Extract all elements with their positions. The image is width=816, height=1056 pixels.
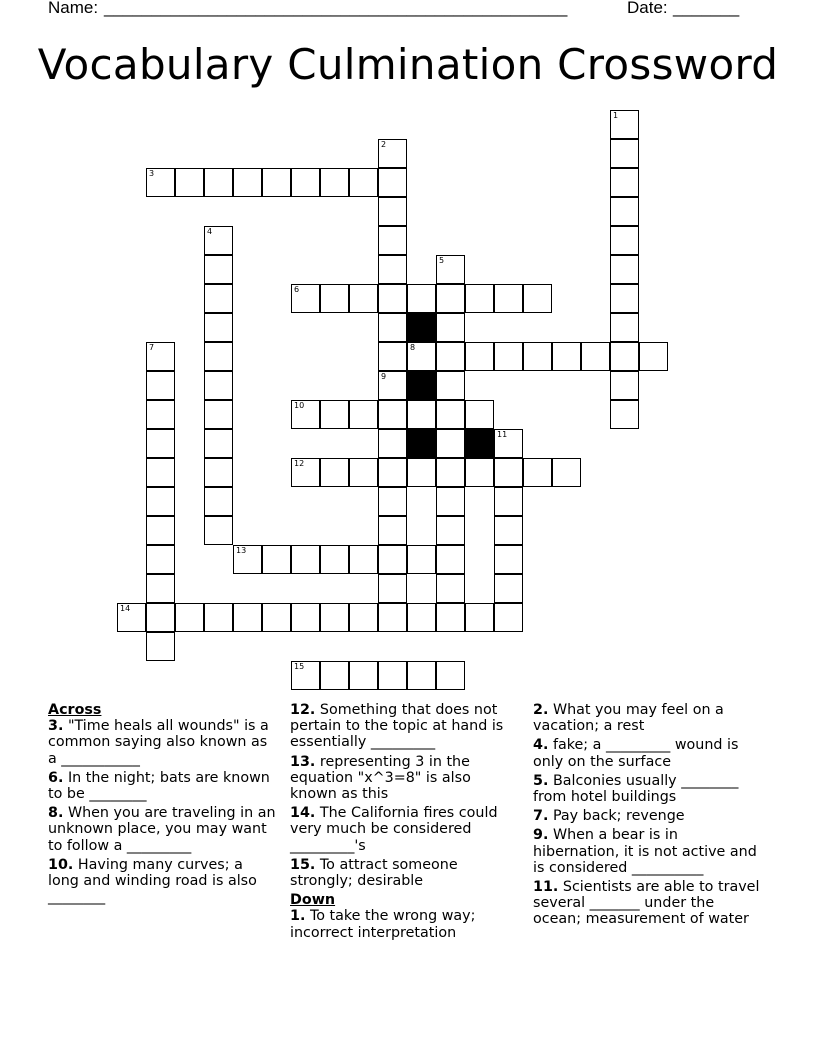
answer-cell[interactable] bbox=[494, 545, 523, 574]
answer-cell[interactable] bbox=[494, 429, 523, 458]
answer-cell[interactable] bbox=[146, 574, 175, 603]
clue-down-9: 9. When a bear is in hibernation, it is not active and is considered __________ bbox=[533, 827, 757, 876]
answer-cell[interactable] bbox=[436, 603, 465, 632]
answer-cell[interactable] bbox=[407, 400, 436, 429]
answer-cell[interactable] bbox=[175, 603, 204, 632]
answer-cell[interactable] bbox=[146, 487, 175, 516]
answer-cell[interactable] bbox=[146, 516, 175, 545]
answer-cell[interactable] bbox=[146, 632, 175, 661]
answer-cell[interactable] bbox=[117, 603, 146, 632]
answer-cell[interactable] bbox=[378, 429, 407, 458]
cell-number: 5 bbox=[439, 256, 445, 265]
answer-cell[interactable] bbox=[204, 487, 233, 516]
answer-cell[interactable] bbox=[465, 603, 494, 632]
answer-cell[interactable] bbox=[436, 255, 465, 284]
answer-cell[interactable] bbox=[204, 342, 233, 371]
answer-cell[interactable] bbox=[378, 661, 407, 690]
clue-column-3 bbox=[533, 702, 765, 931]
answer-cell[interactable] bbox=[349, 458, 378, 487]
answer-cell[interactable] bbox=[552, 342, 581, 371]
date-label: Date: bbox=[627, 0, 668, 17]
answer-cell[interactable] bbox=[494, 284, 523, 313]
answer-cell[interactable] bbox=[378, 603, 407, 632]
answer-cell[interactable] bbox=[436, 429, 465, 458]
answer-cell[interactable] bbox=[378, 574, 407, 603]
cell-number: 9 bbox=[381, 372, 387, 381]
answer-cell[interactable] bbox=[378, 197, 407, 226]
answer-cell[interactable] bbox=[639, 342, 668, 371]
cell-number: 12 bbox=[294, 459, 305, 468]
answer-cell[interactable] bbox=[610, 197, 639, 226]
page-title: Vocabulary Culmination Crossword bbox=[37, 40, 779, 89]
answer-cell[interactable] bbox=[233, 545, 262, 574]
answer-cell[interactable] bbox=[146, 458, 175, 487]
answer-cell[interactable] bbox=[436, 516, 465, 545]
answer-cell[interactable] bbox=[610, 139, 639, 168]
cell-number: 8 bbox=[410, 343, 416, 352]
answer-cell[interactable] bbox=[320, 545, 349, 574]
answer-cell[interactable] bbox=[465, 284, 494, 313]
answer-cell[interactable] bbox=[552, 458, 581, 487]
answer-cell[interactable] bbox=[465, 458, 494, 487]
answer-cell[interactable] bbox=[349, 545, 378, 574]
clue-down-5: 5. Balconies usually ________ from hotel buildings bbox=[533, 772, 739, 806]
answer-cell[interactable] bbox=[407, 458, 436, 487]
answer-cell[interactable] bbox=[465, 400, 494, 429]
answer-cell[interactable] bbox=[204, 226, 233, 255]
answer-cell[interactable] bbox=[436, 284, 465, 313]
answer-cell[interactable] bbox=[436, 313, 465, 342]
answer-cell[interactable] bbox=[407, 661, 436, 690]
answer-cell[interactable] bbox=[378, 313, 407, 342]
answer-cell[interactable] bbox=[175, 168, 204, 197]
answer-cell[interactable] bbox=[378, 342, 407, 371]
answer-cell[interactable] bbox=[204, 429, 233, 458]
cell-number: 2 bbox=[381, 140, 387, 149]
clue-across-3: 3. "Time heals all wounds" is a common saying also known as a ___________ bbox=[48, 718, 269, 767]
answer-cell[interactable] bbox=[436, 661, 465, 690]
name-field-blank[interactable]: _________________________________________________ bbox=[104, 0, 568, 17]
answer-cell[interactable] bbox=[291, 168, 320, 197]
date-field-blank[interactable]: _______ bbox=[673, 0, 740, 17]
answer-cell[interactable] bbox=[320, 603, 349, 632]
answer-cell[interactable] bbox=[378, 255, 407, 284]
answer-cell[interactable] bbox=[320, 661, 349, 690]
answer-cell[interactable] bbox=[523, 284, 552, 313]
answer-cell[interactable] bbox=[465, 342, 494, 371]
cell-number: 4 bbox=[207, 227, 213, 236]
cell-number: 10 bbox=[294, 401, 305, 410]
answer-cell[interactable] bbox=[610, 110, 639, 139]
answer-cell[interactable] bbox=[436, 371, 465, 400]
answer-cell[interactable] bbox=[320, 168, 349, 197]
answer-cell[interactable] bbox=[436, 574, 465, 603]
answer-cell[interactable] bbox=[349, 168, 378, 197]
cell-number: 1 bbox=[613, 111, 619, 120]
clue-column-1 bbox=[48, 702, 276, 908]
cell-number: 6 bbox=[294, 285, 300, 294]
answer-cell[interactable] bbox=[262, 603, 291, 632]
answer-cell[interactable] bbox=[378, 226, 407, 255]
clue-down-11: 11. Scientists are able to travel several _______ under the ocean; measurement of water bbox=[533, 879, 760, 928]
answer-cell[interactable] bbox=[146, 371, 175, 400]
answer-cell[interactable] bbox=[378, 284, 407, 313]
answer-cell[interactable] bbox=[204, 255, 233, 284]
answer-cell[interactable] bbox=[378, 458, 407, 487]
cell-number: 3 bbox=[149, 169, 155, 178]
answer-cell[interactable] bbox=[204, 168, 233, 197]
clue-across-12: 12. Something that does not pertain to the topic at hand is essentially _________ bbox=[290, 702, 504, 751]
answer-cell[interactable] bbox=[233, 603, 262, 632]
answer-cell[interactable] bbox=[523, 342, 552, 371]
answer-cell[interactable] bbox=[291, 603, 320, 632]
answer-cell[interactable] bbox=[320, 400, 349, 429]
answer-cell[interactable] bbox=[494, 458, 523, 487]
answer-cell[interactable] bbox=[610, 168, 639, 197]
cell-number: 7 bbox=[149, 343, 155, 352]
cell-number: 14 bbox=[120, 604, 131, 613]
clue-across-15: 15. To attract someone strongly; desirable bbox=[290, 856, 458, 890]
answer-cell[interactable] bbox=[233, 168, 262, 197]
answer-cell[interactable] bbox=[204, 371, 233, 400]
down-heading: Down bbox=[290, 892, 336, 909]
answer-cell[interactable] bbox=[349, 603, 378, 632]
answer-cell[interactable] bbox=[204, 284, 233, 313]
black-cell bbox=[407, 313, 436, 342]
clue-down-4: 4. fake; a _________ wound is only on the surface bbox=[533, 737, 739, 770]
answer-cell[interactable] bbox=[494, 574, 523, 603]
answer-cell[interactable] bbox=[610, 313, 639, 342]
name-label: Name: bbox=[48, 0, 99, 17]
answer-cell[interactable] bbox=[349, 400, 378, 429]
answer-cell[interactable] bbox=[494, 342, 523, 371]
answer-cell[interactable] bbox=[291, 458, 320, 487]
black-cell bbox=[407, 429, 436, 458]
answer-cell[interactable] bbox=[262, 168, 291, 197]
clue-across-10: 10. Having many curves; a long and winding road is also ________ bbox=[48, 856, 257, 906]
answer-cell[interactable] bbox=[407, 603, 436, 632]
answer-cell[interactable] bbox=[378, 516, 407, 545]
answer-cell[interactable] bbox=[262, 545, 291, 574]
cell-number: 13 bbox=[236, 546, 247, 555]
answer-cell[interactable] bbox=[494, 603, 523, 632]
answer-cell[interactable] bbox=[436, 342, 465, 371]
clue-down-1: 1. To take the wrong way; incorrect interpretation bbox=[290, 908, 476, 941]
answer-cell[interactable] bbox=[378, 400, 407, 429]
black-cell bbox=[407, 371, 436, 400]
answer-cell[interactable] bbox=[378, 545, 407, 574]
answer-cell[interactable] bbox=[407, 342, 436, 371]
clue-down-7: 7. Pay back; revenge bbox=[533, 808, 685, 825]
cell-number: 11 bbox=[497, 430, 508, 439]
answer-cell[interactable] bbox=[436, 400, 465, 429]
answer-cell[interactable] bbox=[581, 342, 610, 371]
answer-cell[interactable] bbox=[146, 168, 175, 197]
answer-cell[interactable] bbox=[146, 603, 175, 632]
clue-column-2 bbox=[290, 702, 522, 944]
answer-cell[interactable] bbox=[378, 168, 407, 197]
answer-cell[interactable] bbox=[320, 458, 349, 487]
answer-cell[interactable] bbox=[349, 284, 378, 313]
answer-cell[interactable] bbox=[204, 603, 233, 632]
answer-cell[interactable] bbox=[610, 371, 639, 400]
answer-cell[interactable] bbox=[494, 516, 523, 545]
answer-cell[interactable] bbox=[610, 226, 639, 255]
answer-cell[interactable] bbox=[146, 400, 175, 429]
answer-cell[interactable] bbox=[146, 545, 175, 574]
answer-cell[interactable] bbox=[610, 284, 639, 313]
black-cell bbox=[465, 429, 494, 458]
answer-cell[interactable] bbox=[204, 516, 233, 545]
answer-cell[interactable] bbox=[523, 458, 552, 487]
answer-cell[interactable] bbox=[146, 342, 175, 371]
answer-cell[interactable] bbox=[291, 284, 320, 313]
answer-cell[interactable] bbox=[407, 545, 436, 574]
cell-number: 15 bbox=[294, 662, 305, 671]
answer-cell[interactable] bbox=[349, 661, 378, 690]
answer-cell[interactable] bbox=[378, 371, 407, 400]
answer-cell[interactable] bbox=[204, 458, 233, 487]
clue-down-2: 2. What you may feel on a vacation; a rest bbox=[533, 702, 724, 735]
answer-cell[interactable] bbox=[291, 400, 320, 429]
clue-across-14: 14. The California fires could very much be considered _________'s bbox=[290, 805, 498, 854]
clue-across-6: 6. In the night; bats are known to be ________ bbox=[48, 769, 270, 803]
clue-across-8: 8. When you are traveling in an unknown place, you may want to follow a _________ bbox=[48, 805, 276, 854]
answer-cell[interactable] bbox=[378, 487, 407, 516]
answer-cell[interactable] bbox=[610, 342, 639, 371]
answer-cell[interactable] bbox=[610, 400, 639, 429]
answer-cell[interactable] bbox=[204, 313, 233, 342]
answer-cell[interactable] bbox=[610, 255, 639, 284]
answer-cell[interactable] bbox=[320, 284, 349, 313]
answer-cell[interactable] bbox=[494, 487, 523, 516]
answer-cell[interactable] bbox=[291, 545, 320, 574]
answer-cell[interactable] bbox=[436, 487, 465, 516]
answer-cell[interactable] bbox=[291, 661, 320, 690]
answer-cell[interactable] bbox=[407, 284, 436, 313]
answer-cell[interactable] bbox=[436, 458, 465, 487]
clue-across-13: 13. representing 3 in the equation "x^3=8" is also known as this bbox=[290, 753, 471, 803]
answer-cell[interactable] bbox=[436, 545, 465, 574]
answer-cell[interactable] bbox=[146, 429, 175, 458]
answer-cell[interactable] bbox=[378, 139, 407, 168]
across-heading: Across bbox=[48, 702, 102, 718]
answer-cell[interactable] bbox=[204, 400, 233, 429]
